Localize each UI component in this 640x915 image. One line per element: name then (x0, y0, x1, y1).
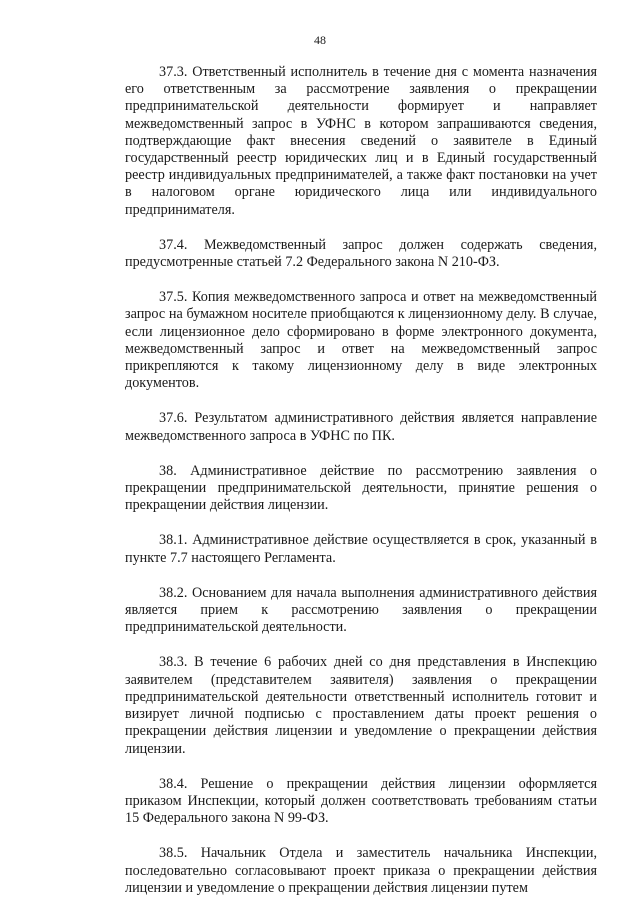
paragraph-38-1: 38.1. Административное действие осуществляется в срок, указанный в пункте 7.7 настоящего Регламента. (125, 532, 597, 566)
document-body (125, 64, 597, 915)
page-number: 48 (314, 33, 326, 47)
paragraph-38-5: 38.5. Начальник Отдела и заместитель начальника Инспекции, последовательно согласовывают проект приказа о прекращении действия лицензии и уведомление о прекращении действия лицензии путем (125, 845, 597, 896)
paragraph-38-4: 38.4. Решение о прекращении действия лицензии оформляется приказом Инспекции, который должен соответствовать требованиям статьи 15 Федерального закона N 99-ФЗ. (125, 775, 597, 827)
paragraph-37-4: 37.4. Межведомственный запрос должен содержать сведения, предусмотренные статьей 7.2 Федерального закона N 210-ФЗ. (125, 236, 597, 271)
paragraph-38-3: 38.3. В течение 6 рабочих дней со дня представления в Инспекцию заявителем (представителем заявителя) заявления о прекращении предпринимательской деятельности ответственный исполнитель готовит и визирует личной подписью с проставлением даты проект решения о прекращении действия лицензии и уведомление о прекращении действия лицензии. (125, 654, 597, 757)
paragraph-38-2: 38.2. Основанием для начала выполнения административного действия является прием к рассмотрению заявления о прекращении предпринимательской деятельности. (125, 584, 597, 636)
paragraph-37-5: 37.5. Копия межведомственного запроса и ответ на межведомственный запрос на бумажном носителе приобщаются к лицензионному делу. В случае, если лицензионное дело сформировано в форме электронного документа, межведомственный запрос и ответ на межведомственный запрос прикрепляются к такому лицензионному делу в виде электронных документов. (125, 289, 597, 392)
paragraph-37-6: 37.6. Результатом административного действия является направление межведомственного запроса в УФНС по ПК. (125, 410, 597, 444)
paragraph-38: 38. Административное действие по рассмотрению заявления о прекращении предпринимательской деятельности, принятие решения о прекращении действия лицензии. (125, 462, 597, 514)
paragraph-37-3: 37.3. Ответственный исполнитель в течение дня с момента назначения его ответственным за рассмотрение заявления о прекращении предпринимательской деятельности формирует и направляет межведомственный запрос в УФНС в котором запрашиваются сведения, подтверждающие факт внесения сведений о заявителе в Единый государственный реестр юридических лиц и в Единый государственный реестр индивидуальных предпринимателей, а также факт постановки на учет в налоговом органе юридического лица или индивидуального предпринимателя. (125, 64, 597, 218)
